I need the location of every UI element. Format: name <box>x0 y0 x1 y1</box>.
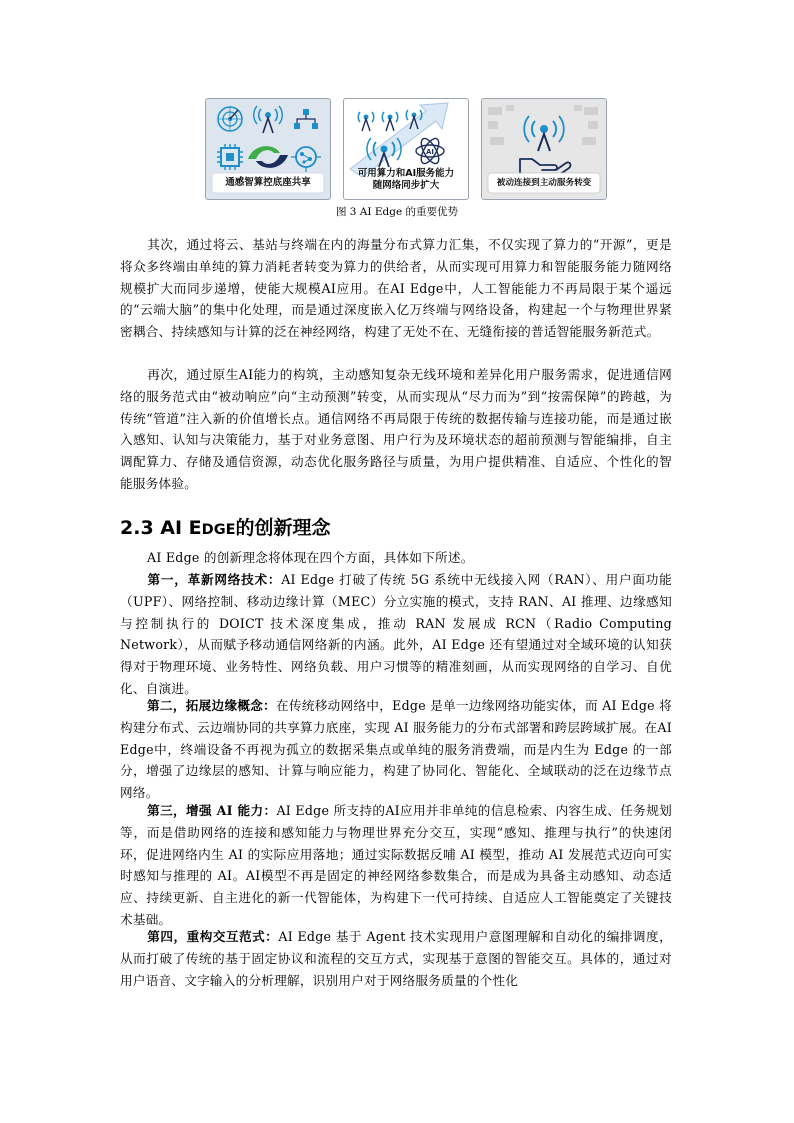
item-text: 在传统移动网络中，Edge 是单一边缘网络功能实体，而 AI Edge 将构建分布式、云边端协同的共享算力底座，实现 AI 服务能力的分布式部署和跨层跨域扩展。在AI Edge中，终端设备不再视为孤立的数据采集点或单纯的服务消费端，而是内生为 Edge 的一部分，增强了边缘层的感知、计算与响应能力，构建了协同化、智能化、全域联动的泛在边缘节点网络。 <box>120 698 673 801</box>
section-heading <box>120 515 331 543</box>
figure-panel-shared-foundation <box>205 98 331 200</box>
section-title-smallcaps: DGE <box>201 522 236 538</box>
paragraph-text: 再次，通过原生AI能力的构筑，主动感知复杂无线环境和差异化用户服务需求，促进通信网络的服务范式由“被动响应”向“主动预测”转变，从而实现从“尽力而为”到“按需保障”的跨越，为传统“管道”注入新的价值增长点。通信网络不再局限于传统的数据传输与连接功能，而是通过嵌入感知、认知与决策能力，基于对业务意图、用户行为及环境状态的超前预测与智能编排，自主调配算力、存储及通信资源，动态优化服务路径与质量，为用户提供精准、自适应、个性化的智能服务体验。 <box>120 367 672 491</box>
network-node-icon <box>294 109 318 129</box>
panel-1-caption: 通感智算控底座共享 <box>225 177 311 188</box>
innovation-item-4 <box>120 926 672 991</box>
share-swirl-icon <box>248 146 288 168</box>
panel-2-caption-line-2: 随网络同步扩大 <box>372 180 440 191</box>
antenna-icon-small <box>358 112 374 131</box>
ai-atom-icon <box>416 136 444 166</box>
item-lead: 第四，重构交互范式： <box>147 929 279 944</box>
panel-2-caption-line-1: 可用算力和AI服务能力 <box>357 168 455 179</box>
figure-panel-active-service <box>481 98 607 200</box>
panel-3-caption: 被动连接到主动服务转变 <box>496 178 592 188</box>
antenna-icon <box>524 116 564 151</box>
section-title-suffix: 的创新理念 <box>235 517 331 539</box>
item-lead: 第二，拓展边缘概念： <box>147 698 277 713</box>
antenna-icon <box>254 106 283 133</box>
antenna-icon-small-2 <box>382 112 398 131</box>
item-lead: 第三，增强 AI 能力： <box>147 803 277 818</box>
chip-icon <box>217 144 243 170</box>
figure-caption: 图 3 AI Edge 的重要优势 <box>335 206 459 218</box>
section-number: 2.3 <box>120 517 154 539</box>
item-text: AI Edge 打破了传统 5G 系统中无线接入网（RAN）、用户面功能（UPF）、网络控制、移动边缘计算（MEC）分立实施的模式，支持 RAN、AI 推理、边缘感知与控制执行的 DOICT 技术深度集成，推动 RAN 发展成 RCN（Radio Computing Network），从而赋予移动通信网络新的内涵。此外，AI Edge 还有望通过对全域环境的认知获得对于物理环境、业务特性、网络负载、用户习惯等的精准刻画，从而实现网络的自学习、自优化、自演进。 <box>120 572 672 696</box>
intro-text: AI Edge 的创新理念将体现在四个方面，具体如下所述。 <box>147 550 474 565</box>
svg-text:AI: AI <box>425 148 435 156</box>
figure-panel-compute-scaling <box>343 98 469 200</box>
section-title-prefix: AI E <box>160 517 202 539</box>
item-lead: 第一，革新网络技术： <box>147 572 282 587</box>
paragraph-second <box>120 234 672 343</box>
item-text: AI Edge 所支持的AI应用并非单纯的信息检索、内容生成、任务规划等，而是借助网络的连接和感知能力与物理世界充分交互，实现“感知、推理与执行”的快速闭环，促进网络内生 AI 的实际应用落地；通过实际数据反哺 AI 模型，推动 AI 发展范式迈向可实时感知与推理的 AI。AI模型不再是固定的神经网络参数集合，而是成为具备主动感知、动态适应、持续更新、自主进化的新一代智能体，为构建下一代可持续、自适应人工智能奠定了关键技术基础。 <box>120 803 672 927</box>
innovation-item-1 <box>120 569 672 700</box>
innovation-item-2 <box>120 695 672 804</box>
item-text: AI Edge 基于 Agent 技术实现用户意图理解和自动化的编排调度，从而打破了传统的基于固定协议和流程的交互方式，实现基于意图的智能交互。具体的，通过对用户语音、文字输入的分析理解，识别用户对于网络服务质量的个性化 <box>120 929 672 988</box>
innovation-item-3 <box>120 800 672 931</box>
radar-icon <box>218 107 242 131</box>
figure-3 <box>205 98 605 200</box>
paragraph-text: 其次，通过将云、基站与终端在内的海量分布式算力汇集，不仅实现了算力的“开源”，更是将众多终端由单纯的算力消耗者转变为算力的供给者，从而实现可用算力和智能服务能力随网络规模扩大而同步递增，使能大规模AI应用。在AI Edge中，人工智能能力不再局限于某个遥远的“云端大脑”的集中化处理，而是通过深度嵌入亿万终端与网络设备，构建起一个与物理世界紧密耦合、持续感知与计算的泛在神经网络，构建了无处不在、无缝衔接的普适智能服务新范式。 <box>120 237 672 340</box>
ai-brain-icon <box>291 147 321 172</box>
paragraph-third <box>120 364 672 495</box>
section-intro <box>120 547 672 569</box>
